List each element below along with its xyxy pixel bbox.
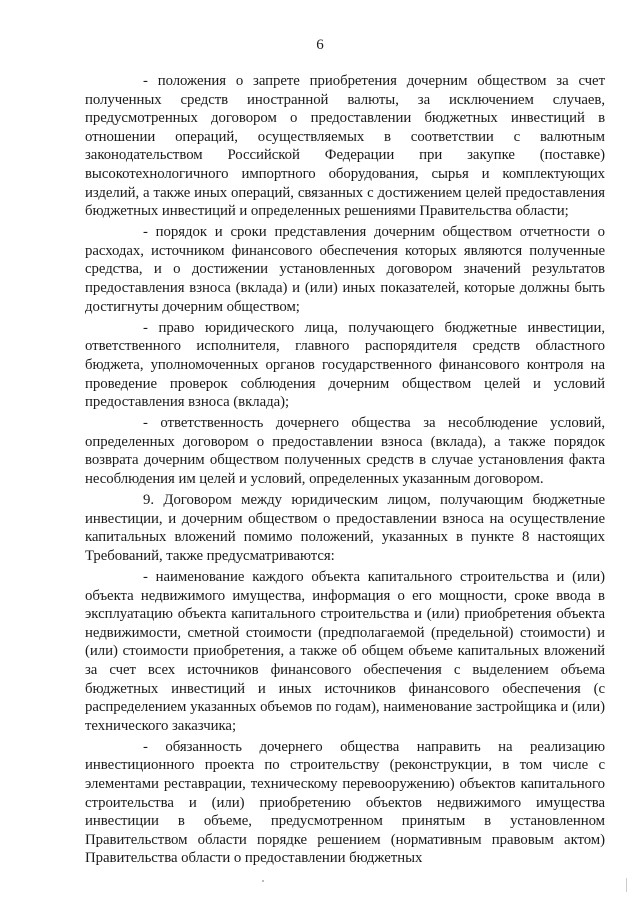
paragraph-currency-prohibition: - положения о запрете приобретения дочерним обществом за счет полученных средств иностранной валюты, за исключением случаев, предусмотренных договором о предоставлении бюджетных инвестиций в отношении операций, осуществляемых в соответствии с валютным законодательством Российской Федерации при закупке (поставке) высокотехнологичного импортного оборудования, сырья и комплектующих изделий, а также иных операций, связанных с достижением целей предоставления бюджетных инвестиций и определенных решениями Правительства области; <box>85 73 605 220</box>
paragraph-investment-obligation: - обязанность дочернего общества направить на реализацию инвестиционного проекта по строительству (реконструкции, в том числе с элементами реставрации, техническому перевооружению) объектов капитального строительства и (или) приобретению объектов недвижимого имущества инвестиции в объеме, предусмотренном принятым в установленном Правительством области порядке решением (нормативным правовым актом) Правительства области о предоставлении бюджетных <box>85 738 605 867</box>
paragraph-reporting-procedure: - порядок и сроки представления дочерним обществом отчетности о расходах, источником финансового обеспечения которых являются полученные средства, и о достижении установленных договором значений результатов предоставления взноса (вклада) и (или) иных показателей, которые должны быть достигнуты дочерним обществом; <box>85 224 605 315</box>
paragraph-liability: - ответственность дочернего общества за несоблюдение условий, определенных договором о предоставлении взноса (вклада), а также порядок возврата дочерним обществом полученных средств в случае установления факта несоблюдения им целей и условий, определенных указанным договором. <box>85 415 605 487</box>
paragraph-clause-9: 9. Договором между юридическим лицом, получающим бюджетные инвестиции, и дочерним обществом о предоставлении взноса на осуществление капитальных вложений помимо положений, указанных в пункте 8 настоящих Требований, также предусматриваются: <box>85 492 605 564</box>
scan-artifact-dot <box>262 880 264 882</box>
document-body <box>85 72 605 870</box>
paragraph-inspection-rights: - право юридического лица, получающего бюджетные инвестиции, ответственного исполнителя, главного распорядителя средств областного бюджета, уполномоченных органов государственного финансового контроля на проведение проверок соблюдения дочерним обществом целей и условий предоставления взноса (вклада); <box>85 319 605 411</box>
scan-artifact-edge <box>626 878 627 892</box>
paragraph-object-description: - наименование каждого объекта капитального строительства и (или) объекта недвижимого имущества, информация о его мощности, сроке ввода в эксплуатацию объекта капитального строительства и (или) приобретения объекта недвижимости, сметной стоимости (предполагаемой (предельной) стоимости) и (или) стоимости приобретения, а также об общем объеме капитальных вложений за счет всех источников финансового обеспечения с выделением объема бюджетных инвестиций и иных источников финансового обеспечения (с распределением указанных объемов по годам), наименование застройщика и (или) технического заказчика; <box>85 568 605 734</box>
page-number: 6 <box>316 37 324 53</box>
